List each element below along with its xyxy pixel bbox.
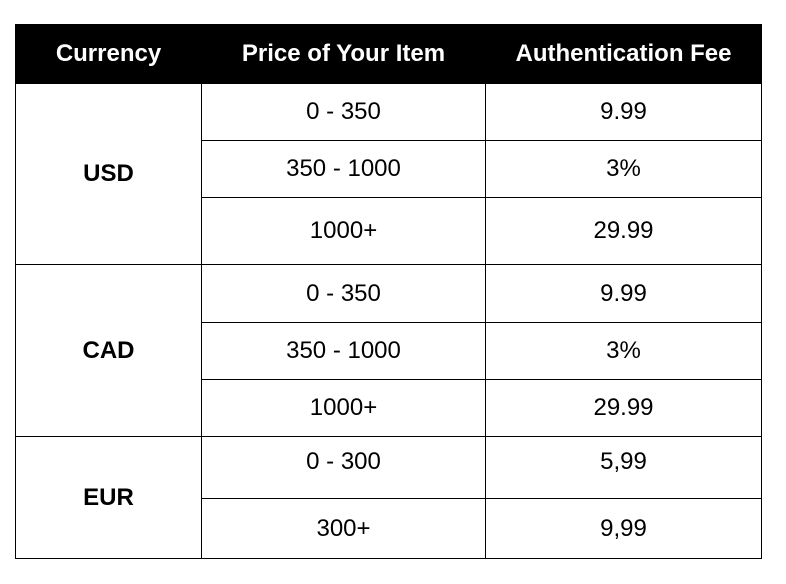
fee-cell xyxy=(486,437,762,499)
price-cell: 1000+ xyxy=(202,198,486,265)
fee-cell: 9.99 xyxy=(486,84,762,141)
price-cell: 1000+ xyxy=(202,380,486,437)
fee-text: 5,99 xyxy=(600,447,647,475)
header-currency: Currency xyxy=(16,25,202,84)
table-row xyxy=(16,84,762,141)
authentication-fee-table xyxy=(15,24,762,559)
header-price: Price of Your Item xyxy=(202,25,486,84)
header-fee: Authentication Fee xyxy=(486,25,762,84)
price-cell: 0 - 350 xyxy=(202,84,486,141)
currency-cell-eur: EUR xyxy=(16,437,202,559)
header-row xyxy=(16,25,762,84)
table-row xyxy=(16,437,762,499)
currency-cell-cad: CAD xyxy=(16,265,202,437)
fee-cell: 9,99 xyxy=(486,499,762,559)
currency-cell-usd: USD xyxy=(16,84,202,265)
price-cell: 0 - 350 xyxy=(202,265,486,323)
fee-cell: 3% xyxy=(486,323,762,380)
table-row xyxy=(16,265,762,323)
price-text: 0 - 300 xyxy=(306,447,381,475)
fee-cell: 29.99 xyxy=(486,198,762,265)
price-cell: 300+ xyxy=(202,499,486,559)
price-cell: 350 - 1000 xyxy=(202,323,486,380)
fee-cell: 9.99 xyxy=(486,265,762,323)
fee-cell: 29.99 xyxy=(486,380,762,437)
price-cell: 350 - 1000 xyxy=(202,141,486,198)
price-cell xyxy=(202,437,486,499)
fee-cell: 3% xyxy=(486,141,762,198)
